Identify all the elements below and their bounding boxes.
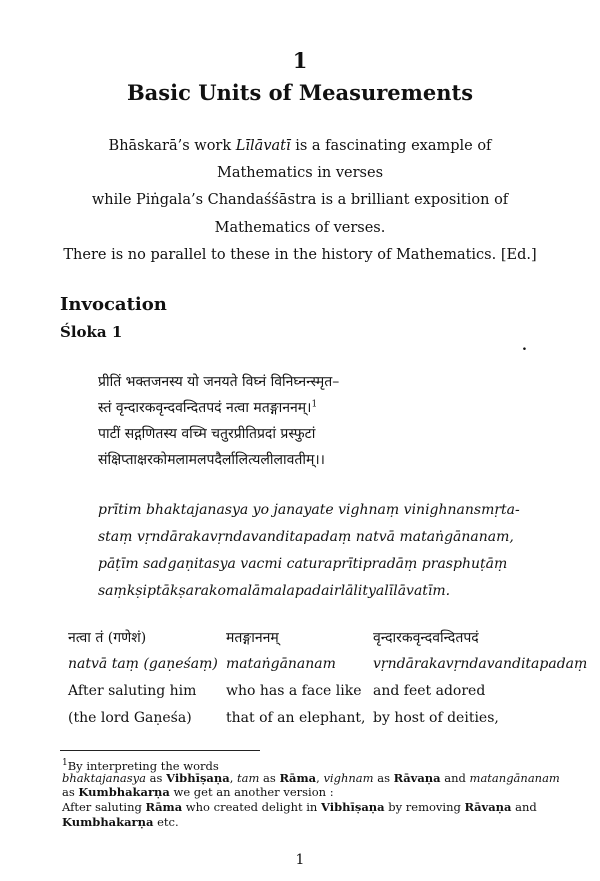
footnote-word: matangānanam [469,771,560,785]
section-heading: Invocation [60,294,167,315]
footnote-rule [60,750,260,751]
footnote-line-3 [62,785,562,799]
footnote-text: as [146,771,167,785]
gloss-english-2b: that of an elephant, [226,710,366,726]
footnote-text: as [259,771,280,785]
epigraph-line-1 [0,138,600,154]
footnote-line-2 [62,771,562,785]
verse-devanagari-line-4: संक्षिप्ताक्षरकोमलामलपदैर्लालित्यलीलावतीम्।। [98,452,325,468]
sloka-heading: Śloka 1 [60,323,123,341]
footnote-line-5 [62,815,562,829]
gloss-devanagari-1: नत्वा तं (गणेशं) [68,630,147,646]
footnote-text: we get an another version : [169,785,334,799]
footnote-name: Kumbhakarṇa [78,785,170,799]
gloss-english-1a: After saluting him [68,683,197,699]
gloss-translit-1: natvā taṃ (gaṇeśaṃ) [68,656,218,672]
gloss-english-3a: and feet adored [373,683,486,699]
footnote-name: Rāvaṇa [464,800,512,814]
footnote-text: who created delight in [182,800,321,814]
footnote-name: Rāma [145,800,183,814]
footnote-name: Vibhīṣaṇa [166,771,230,785]
gloss-english-2a: who has a face like [226,683,362,699]
verse-devanagari-line-1: प्रीतिं भक्तजनस्य यो जनयते विघ्नं विनिघ्नन्स्मृत– [98,374,340,390]
footnote-text: After saluting [62,800,146,814]
footnote-text: etc. [153,815,179,829]
chapter-number: 1 [292,48,308,73]
epigraph-text: is a fascinating example of [290,138,492,154]
page-number: 1 [295,852,305,868]
epigraph-line-3: while Piṅgala’s Chandaśśāstra is a brilliant exposition of [91,192,509,208]
footnote-name: Vibhīṣaṇa [321,800,385,814]
verse-translit-line-3: pāṭīm sadgaṇitasya vacmi caturaprītipradāṃ prasphuṭāṃ [98,556,508,572]
footnote-name: Rāma [279,771,317,785]
footnote-text: and [440,771,470,785]
gloss-devanagari-3: वृन्दारकवृन्दवन्दितपदं [373,630,479,646]
verse-translit-line-2: staṃ vṛndārakavṛndavanditapadaṃ natvā mataṅgānanam, [98,529,514,545]
gloss-translit-3: vṛndārakavṛndavanditapadaṃ [373,656,588,672]
footnote-word: vighnam [323,771,374,785]
footnote-text: by removing [384,800,465,814]
footnote-text: as [373,771,394,785]
footnote-text: and [511,800,537,814]
gloss-translit-2: mataṅgānanam [226,656,336,672]
gloss-devanagari-2: मतङ्गाननम् [226,630,279,646]
epigraph-text: Bhāskarā’s work [108,138,236,154]
footnote-name: Rāvaṇa [393,771,441,785]
gloss-english-3b: by host of deities, [373,710,499,726]
epigraph-line-4: Mathematics of verses. [214,220,386,236]
footnote-word: tam [237,771,260,785]
footnote-name: Kumbhakarṇa [62,815,154,829]
epigraph-line-5: There is no parallel to these in the history of Mathematics. [Ed.] [63,247,537,263]
footnote-reference: 1 [311,399,318,410]
footnote-line-4 [62,800,562,814]
verse-devanagari-line-2 [98,398,317,417]
chapter-title: Basic Units of Measurements [126,80,474,105]
footnote-word: bhaktajanasya [62,771,147,785]
footnote-mark: 1 [62,758,68,768]
stray-dot: . [522,338,527,354]
verse-translit-line-1: prītim bhaktajanasya yo janayate vighnaṃ vinighnansmṛta- [98,502,520,518]
footnote-text: as [62,785,79,799]
footnote-text: , [229,771,238,785]
epigraph-emphasis: Līlāvatī [235,138,291,154]
footnote-text: , [316,771,324,785]
epigraph-line-2: Mathematics in verses [216,165,384,181]
verse-devanagari-text: स्तं वृन्दारकवृन्दवन्दितपदं नत्वा मतङ्गाननम्। [98,400,312,416]
footnote-text: By interpreting the words [67,758,219,773]
verse-devanagari-line-3: पाटीं सद्गणितस्य वच्मि चतुरप्रीतिप्रदां प्रस्फुटां [98,426,316,442]
verse-translit-line-4: saṃkṣiptākṣarakomalāmalapadairlālityalīlāvatīm. [98,583,451,599]
gloss-english-1b: (the lord Gaṇeśa) [68,710,192,726]
